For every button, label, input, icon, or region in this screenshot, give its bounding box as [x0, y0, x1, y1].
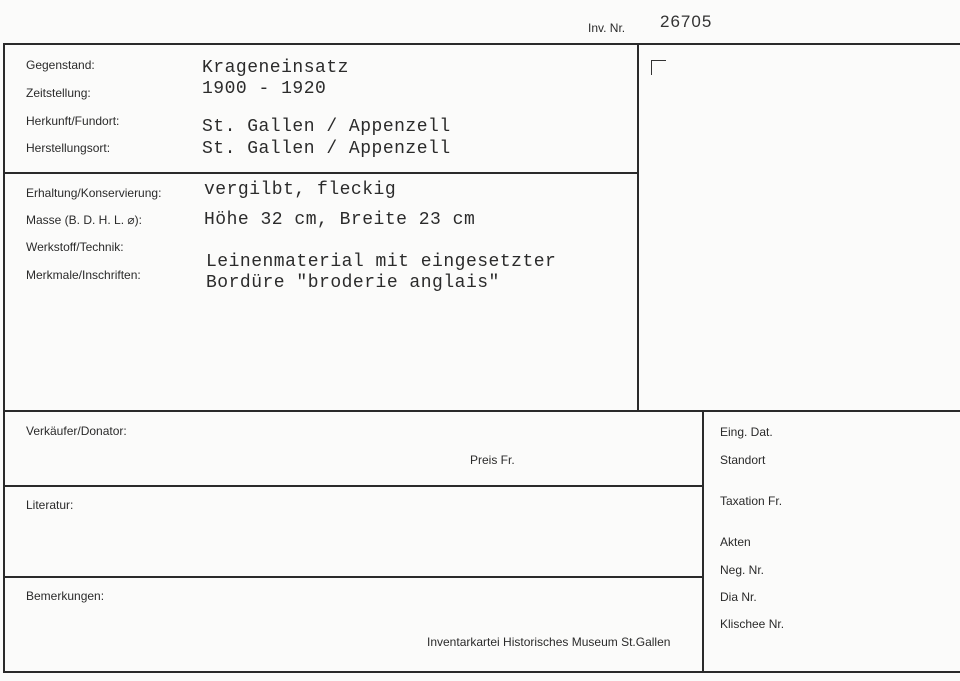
label-erhaltung: Erhaltung/Konservierung: [26, 186, 162, 200]
value-gegenstand: Krageneinsatz [202, 58, 349, 78]
value-erhaltung: vergilbt, fleckig [204, 180, 397, 200]
acquisition-rule [3, 485, 703, 487]
value-masse: Höhe 32 cm, Breite 23 cm [204, 210, 476, 230]
label-neg-nr: Neg. Nr. [720, 563, 765, 577]
label-standort: Standort [720, 453, 766, 467]
label-gegenstand: Gegenstand: [26, 58, 95, 72]
literature-rule [3, 576, 703, 578]
label-akten: Akten [720, 535, 751, 549]
label-preis: Preis Fr. [470, 453, 515, 467]
label-merkmale: Merkmale/Inschriften: [26, 268, 141, 282]
label-literatur: Literatur: [26, 498, 74, 512]
photo-corner-mark [651, 60, 666, 75]
inv-nr-label: Inv. Nr. [588, 21, 626, 35]
label-taxation: Taxation Fr. [720, 494, 783, 508]
label-bemerkungen: Bemerkungen: [26, 589, 105, 603]
top-rule [3, 43, 960, 45]
value-zeitstellung: 1900 - 1920 [202, 79, 327, 99]
value-herstellungsort: St. Gallen / Appenzell [202, 139, 451, 159]
value-werkstoff-line1: Leinenmaterial mit eingesetzter [206, 252, 557, 272]
value-werkstoff-line2: Bordüre "broderie anglais" [206, 273, 500, 293]
label-klischee-nr: Klischee Nr. [720, 617, 785, 631]
label-verkaeufer: Verkäufer/Donator: [26, 424, 127, 438]
label-zeitstellung: Zeitstellung: [26, 86, 91, 100]
label-werkstoff: Werkstoff/Technik: [26, 240, 124, 254]
footer-museum: Inventarkartei Historisches Museum St.Gallen [427, 635, 671, 649]
label-dia-nr: Dia Nr. [720, 590, 757, 604]
value-herkunft: St. Gallen / Appenzell [202, 117, 451, 137]
label-eing-dat: Eing. Dat. [720, 425, 773, 439]
sidebar-divider [702, 410, 704, 673]
bottom-rule [3, 671, 960, 673]
main-section-rule [3, 410, 960, 412]
object-section-rule [3, 172, 639, 174]
left-edge [3, 43, 5, 673]
label-herstellungsort: Herstellungsort: [26, 141, 111, 155]
photo-divider [637, 43, 639, 412]
label-herkunft: Herkunft/Fundort: [26, 114, 120, 128]
inv-nr-value: 26705 [660, 12, 713, 31]
label-masse: Masse (B. D. H. L. ⌀): [26, 213, 142, 227]
